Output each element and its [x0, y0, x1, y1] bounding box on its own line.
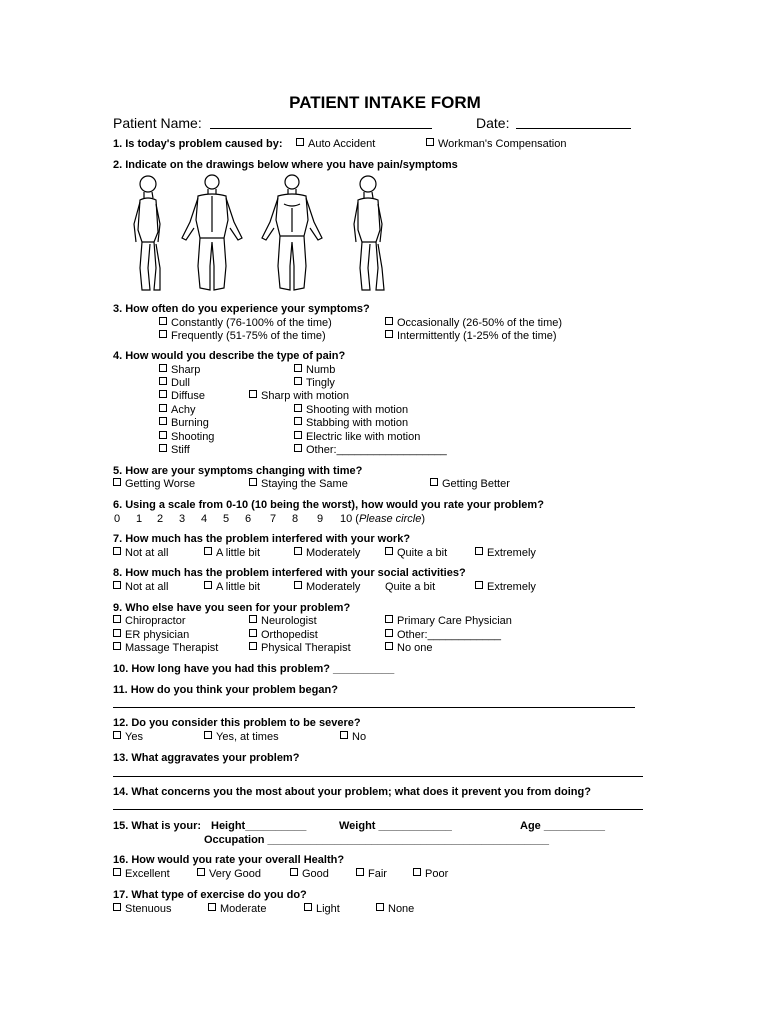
checkbox-icon[interactable] [385, 330, 393, 338]
q6-note: Please circle [358, 513, 422, 525]
q12-label: 12. Do you consider this problem to be severe? [113, 717, 361, 729]
q7-option[interactable] [294, 547, 360, 560]
q13-label: 13. What aggravates your problem? [113, 752, 300, 764]
q4-option[interactable] [294, 444, 447, 457]
option-label: None [388, 903, 415, 915]
q15-occupation[interactable]: Occupation ______________________________________________ [204, 834, 549, 846]
q5-option[interactable] [113, 478, 195, 491]
checkbox-icon[interactable] [249, 615, 257, 623]
q6-scale-9[interactable]: 9 [317, 513, 324, 525]
q9-option[interactable] [113, 642, 218, 655]
checkbox-icon[interactable] [426, 138, 434, 146]
option-label: Burning [171, 417, 209, 429]
checkbox-icon[interactable] [294, 547, 302, 555]
q3-option[interactable] [385, 317, 562, 330]
option-label: Other:____________ [397, 629, 501, 641]
q17-option[interactable] [304, 903, 340, 916]
q1-option-auto-accident[interactable] [296, 138, 375, 151]
checkbox-icon[interactable] [113, 629, 121, 637]
checkbox-icon[interactable] [304, 903, 312, 911]
q17-label: 17. What type of exercise do you do? [113, 889, 307, 901]
checkbox-icon[interactable] [385, 629, 393, 637]
checkbox-icon[interactable] [159, 390, 167, 398]
option-label: Moderate [220, 903, 267, 915]
q4-option[interactable] [294, 377, 335, 390]
q9-option[interactable] [249, 615, 317, 628]
checkbox-icon[interactable] [113, 642, 121, 650]
q12-option[interactable] [204, 731, 279, 744]
q16-option[interactable] [413, 868, 448, 881]
q8-option[interactable] [294, 581, 360, 594]
q12-option[interactable] [113, 731, 143, 744]
checkbox-icon[interactable] [294, 417, 302, 425]
checkbox-icon[interactable] [159, 364, 167, 372]
q5-option[interactable] [249, 478, 348, 491]
checkbox-icon[interactable] [113, 581, 121, 589]
q15-age[interactable]: Age __________ [520, 820, 606, 832]
q13-answer-line[interactable] [113, 776, 643, 777]
q4-option[interactable] [294, 364, 335, 377]
q4-option[interactable] [159, 390, 205, 403]
option-label: Physical Therapist [261, 642, 351, 654]
option-label: Staying the Same [261, 478, 348, 490]
q4-option[interactable] [159, 364, 200, 377]
option-label: Quite a bit [397, 547, 448, 559]
option-label: Very Good [209, 868, 261, 880]
option-label: A little bit [216, 547, 261, 559]
option-label: Getting Better [442, 478, 510, 490]
q4-option[interactable] [159, 404, 195, 417]
q9-option[interactable] [249, 629, 318, 642]
checkbox-icon[interactable] [430, 478, 438, 486]
option-label: No one [397, 642, 433, 654]
checkbox-icon[interactable] [294, 364, 302, 372]
checkbox-icon[interactable] [376, 903, 384, 911]
option-label: Tingly [306, 377, 335, 389]
q17-option[interactable] [376, 903, 414, 916]
patient-name-label: Patient Name: [113, 115, 202, 131]
q4-option[interactable] [249, 390, 349, 403]
body-figure-back [182, 175, 242, 290]
q8-label: 8. How much has the problem interfered with your social activities? [113, 567, 466, 579]
q6-scale-1[interactable]: 1 [136, 513, 143, 525]
q6-scale-10-value[interactable]: 10 ( [340, 513, 359, 525]
option-label: Fair [368, 868, 387, 880]
option-label: Yes, at times [216, 731, 279, 743]
q6-scale-5[interactable]: 5 [223, 513, 230, 525]
option-label: Workman's Compensation [438, 138, 567, 150]
q7-label: 7. How much has the problem interfered with your work? [113, 533, 411, 545]
q16-option[interactable] [356, 868, 387, 881]
option-label: Numb [306, 364, 336, 376]
option-label: Stabbing with motion [306, 417, 409, 429]
checkbox-icon[interactable] [204, 581, 212, 589]
q3-option[interactable] [385, 330, 557, 343]
checkbox-icon[interactable] [294, 581, 302, 589]
checkbox-icon[interactable] [113, 731, 121, 739]
checkbox-icon[interactable] [159, 377, 167, 385]
date-label: Date: [476, 115, 510, 131]
checkbox-icon[interactable] [159, 444, 167, 452]
checkbox-icon[interactable] [385, 615, 393, 623]
q15-label: 15. What is your: [113, 820, 202, 832]
option-label: Achy [171, 404, 196, 416]
checkbox-icon[interactable] [385, 547, 393, 555]
q6-note-close: ) [421, 513, 425, 525]
option-label: Auto Accident [308, 138, 376, 150]
q3-label: 3. How often do you experience your symptoms? [113, 303, 370, 315]
q4-option[interactable] [294, 417, 408, 430]
checkbox-icon[interactable] [294, 431, 302, 439]
q4-option[interactable] [294, 404, 408, 417]
q4-option[interactable] [159, 431, 214, 444]
q12-option[interactable] [340, 731, 366, 744]
checkbox-icon[interactable] [296, 138, 304, 146]
option-label: Extremely [487, 547, 536, 559]
checkbox-icon[interactable] [197, 868, 205, 876]
q14-answer-line[interactable] [113, 809, 643, 810]
option-label: Excellent [125, 868, 170, 880]
q7-option[interactable] [385, 547, 447, 560]
q6-scale-0[interactable]: 0 [114, 513, 121, 525]
checkbox-icon[interactable] [159, 317, 167, 325]
q7-option[interactable] [204, 547, 260, 560]
q2-label: 2. Indicate on the drawings below where you have pain/symptoms [113, 159, 458, 171]
option-label: Neurologist [261, 615, 317, 627]
checkbox-icon[interactable] [249, 642, 257, 650]
option-label: Massage Therapist [125, 642, 219, 654]
q11-answer-line[interactable] [113, 707, 635, 708]
q8-option[interactable] [385, 581, 435, 594]
body-figure-side-left [354, 176, 384, 290]
option-label: Stenuous [125, 903, 172, 915]
option-label: Sharp with motion [261, 390, 350, 402]
option-label: Not at all [125, 547, 169, 559]
option-label: Occasionally (26-50% of the time) [397, 317, 563, 329]
q7-option[interactable] [113, 547, 168, 560]
option-label: Sharp [171, 364, 201, 376]
checkbox-icon[interactable] [413, 868, 421, 876]
checkbox-icon[interactable] [385, 317, 393, 325]
option-label: Intermittently (1-25% of the time) [397, 330, 557, 342]
q6-scale-10 [340, 513, 425, 526]
q17-option[interactable] [208, 903, 266, 916]
q9-option[interactable] [385, 629, 501, 642]
patient-name-field[interactable] [210, 128, 432, 129]
checkbox-icon[interactable] [204, 547, 212, 555]
q5-label: 5. How are your symptoms changing with time? [113, 465, 363, 477]
q3-option[interactable] [159, 330, 326, 343]
q4-option[interactable] [159, 377, 190, 390]
q9-option[interactable] [113, 615, 186, 628]
q17-option[interactable] [113, 903, 171, 916]
q16-label: 16. How would you rate your overall Health? [113, 854, 345, 866]
checkbox-icon[interactable] [385, 642, 393, 650]
body-figure-front [262, 175, 322, 290]
q11-label: 11. How do you think your problem began? [113, 684, 338, 696]
q16-option[interactable] [290, 868, 329, 881]
checkbox-icon[interactable] [113, 547, 121, 555]
q6-scale-4[interactable]: 4 [201, 513, 208, 525]
q4-option[interactable] [159, 417, 209, 430]
q9-option[interactable] [385, 642, 432, 655]
option-label: Stiff [171, 444, 190, 456]
checkbox-icon[interactable] [208, 903, 216, 911]
checkbox-icon[interactable] [290, 868, 298, 876]
q6-scale-6[interactable]: 6 [245, 513, 252, 525]
q8-option[interactable] [204, 581, 260, 594]
checkbox-icon[interactable] [475, 581, 483, 589]
q6-scale-7[interactable]: 7 [270, 513, 277, 525]
q14-label: 14. What concerns you the most about your problem; what does it prevent you from doing? [113, 786, 591, 798]
date-field[interactable] [516, 128, 631, 129]
option-label: No [352, 731, 367, 743]
q8-option[interactable] [113, 581, 168, 594]
form-title: PATIENT INTAKE FORM [289, 93, 481, 112]
checkbox-icon[interactable] [159, 330, 167, 338]
checkbox-icon[interactable] [113, 868, 121, 876]
q10-label[interactable]: 10. How long have you had this problem? __________ [113, 663, 395, 675]
q1-option-workmans-comp[interactable] [426, 138, 566, 151]
option-label: Diffuse [171, 390, 206, 402]
q9-option[interactable] [113, 629, 189, 642]
option-label: Not at all [125, 581, 169, 593]
option-label: Constantly (76-100% of the time) [171, 317, 332, 329]
q9-label: 9. Who else have you seen for your problem? [113, 602, 351, 614]
option-label: Electric like with motion [306, 431, 421, 443]
checkbox-icon[interactable] [340, 731, 348, 739]
option-label: Other:__________________ [306, 444, 447, 456]
option-label: A little bit [216, 581, 261, 593]
q6-scale-8[interactable]: 8 [292, 513, 299, 525]
q6-scale-3[interactable]: 3 [179, 513, 186, 525]
option-label: Light [316, 903, 340, 915]
checkbox-icon[interactable] [294, 444, 302, 452]
body-diagram[interactable] [120, 172, 400, 296]
option-label: Moderately [306, 547, 361, 559]
q5-option[interactable] [430, 478, 510, 491]
q4-label: 4. How would you describe the type of pain? [113, 350, 346, 362]
checkbox-icon[interactable] [249, 629, 257, 637]
checkbox-icon[interactable] [294, 377, 302, 385]
q15-weight[interactable]: Weight ____________ [339, 820, 452, 832]
checkbox-icon[interactable] [475, 547, 483, 555]
q6-scale-2[interactable]: 2 [157, 513, 164, 525]
option-label: Frequently (51-75% of the time) [171, 330, 326, 342]
option-label: ER physician [125, 629, 190, 641]
checkbox-icon[interactable] [159, 417, 167, 425]
checkbox-icon[interactable] [159, 404, 167, 412]
checkbox-icon[interactable] [294, 404, 302, 412]
option-label: Primary Care Physician [397, 615, 512, 627]
option-label: Shooting with motion [306, 404, 409, 416]
q7-option[interactable] [475, 547, 536, 560]
q16-option[interactable] [113, 868, 170, 881]
option-label: Yes [125, 731, 143, 743]
option-label: Getting Worse [125, 478, 196, 490]
q15-height[interactable]: Height__________ [211, 820, 307, 832]
option-label: Extremely [487, 581, 536, 593]
option-label: Poor [425, 868, 449, 880]
checkbox-icon[interactable] [204, 731, 212, 739]
q16-option[interactable] [197, 868, 261, 881]
q1-label: 1. Is today's problem caused by: [113, 138, 283, 150]
q6-label: 6. Using a scale from 0-10 (10 being the worst), how would you rate your problem? [113, 499, 544, 511]
checkbox-icon[interactable] [249, 390, 257, 398]
q4-option[interactable] [159, 444, 190, 457]
checkbox-icon[interactable] [159, 431, 167, 439]
q3-option[interactable] [159, 317, 332, 330]
checkbox-icon[interactable] [356, 868, 364, 876]
q8-option[interactable] [475, 581, 536, 594]
option-label: Dull [171, 377, 190, 389]
checkbox-icon[interactable] [113, 903, 121, 911]
option-label: Good [302, 868, 329, 880]
option-label: Moderately [306, 581, 361, 593]
option-label: Chiropractor [125, 615, 186, 627]
q9-option[interactable] [249, 642, 351, 655]
option-label: Orthopedist [261, 629, 318, 641]
option-label: Quite a bit [385, 581, 436, 593]
checkbox-icon[interactable] [249, 478, 257, 486]
checkbox-icon[interactable] [113, 615, 121, 623]
option-label: Shooting [171, 431, 215, 443]
body-figure-side-right [134, 176, 160, 290]
checkbox-icon[interactable] [113, 478, 121, 486]
q4-option[interactable] [294, 431, 420, 444]
q9-option[interactable] [385, 615, 512, 628]
